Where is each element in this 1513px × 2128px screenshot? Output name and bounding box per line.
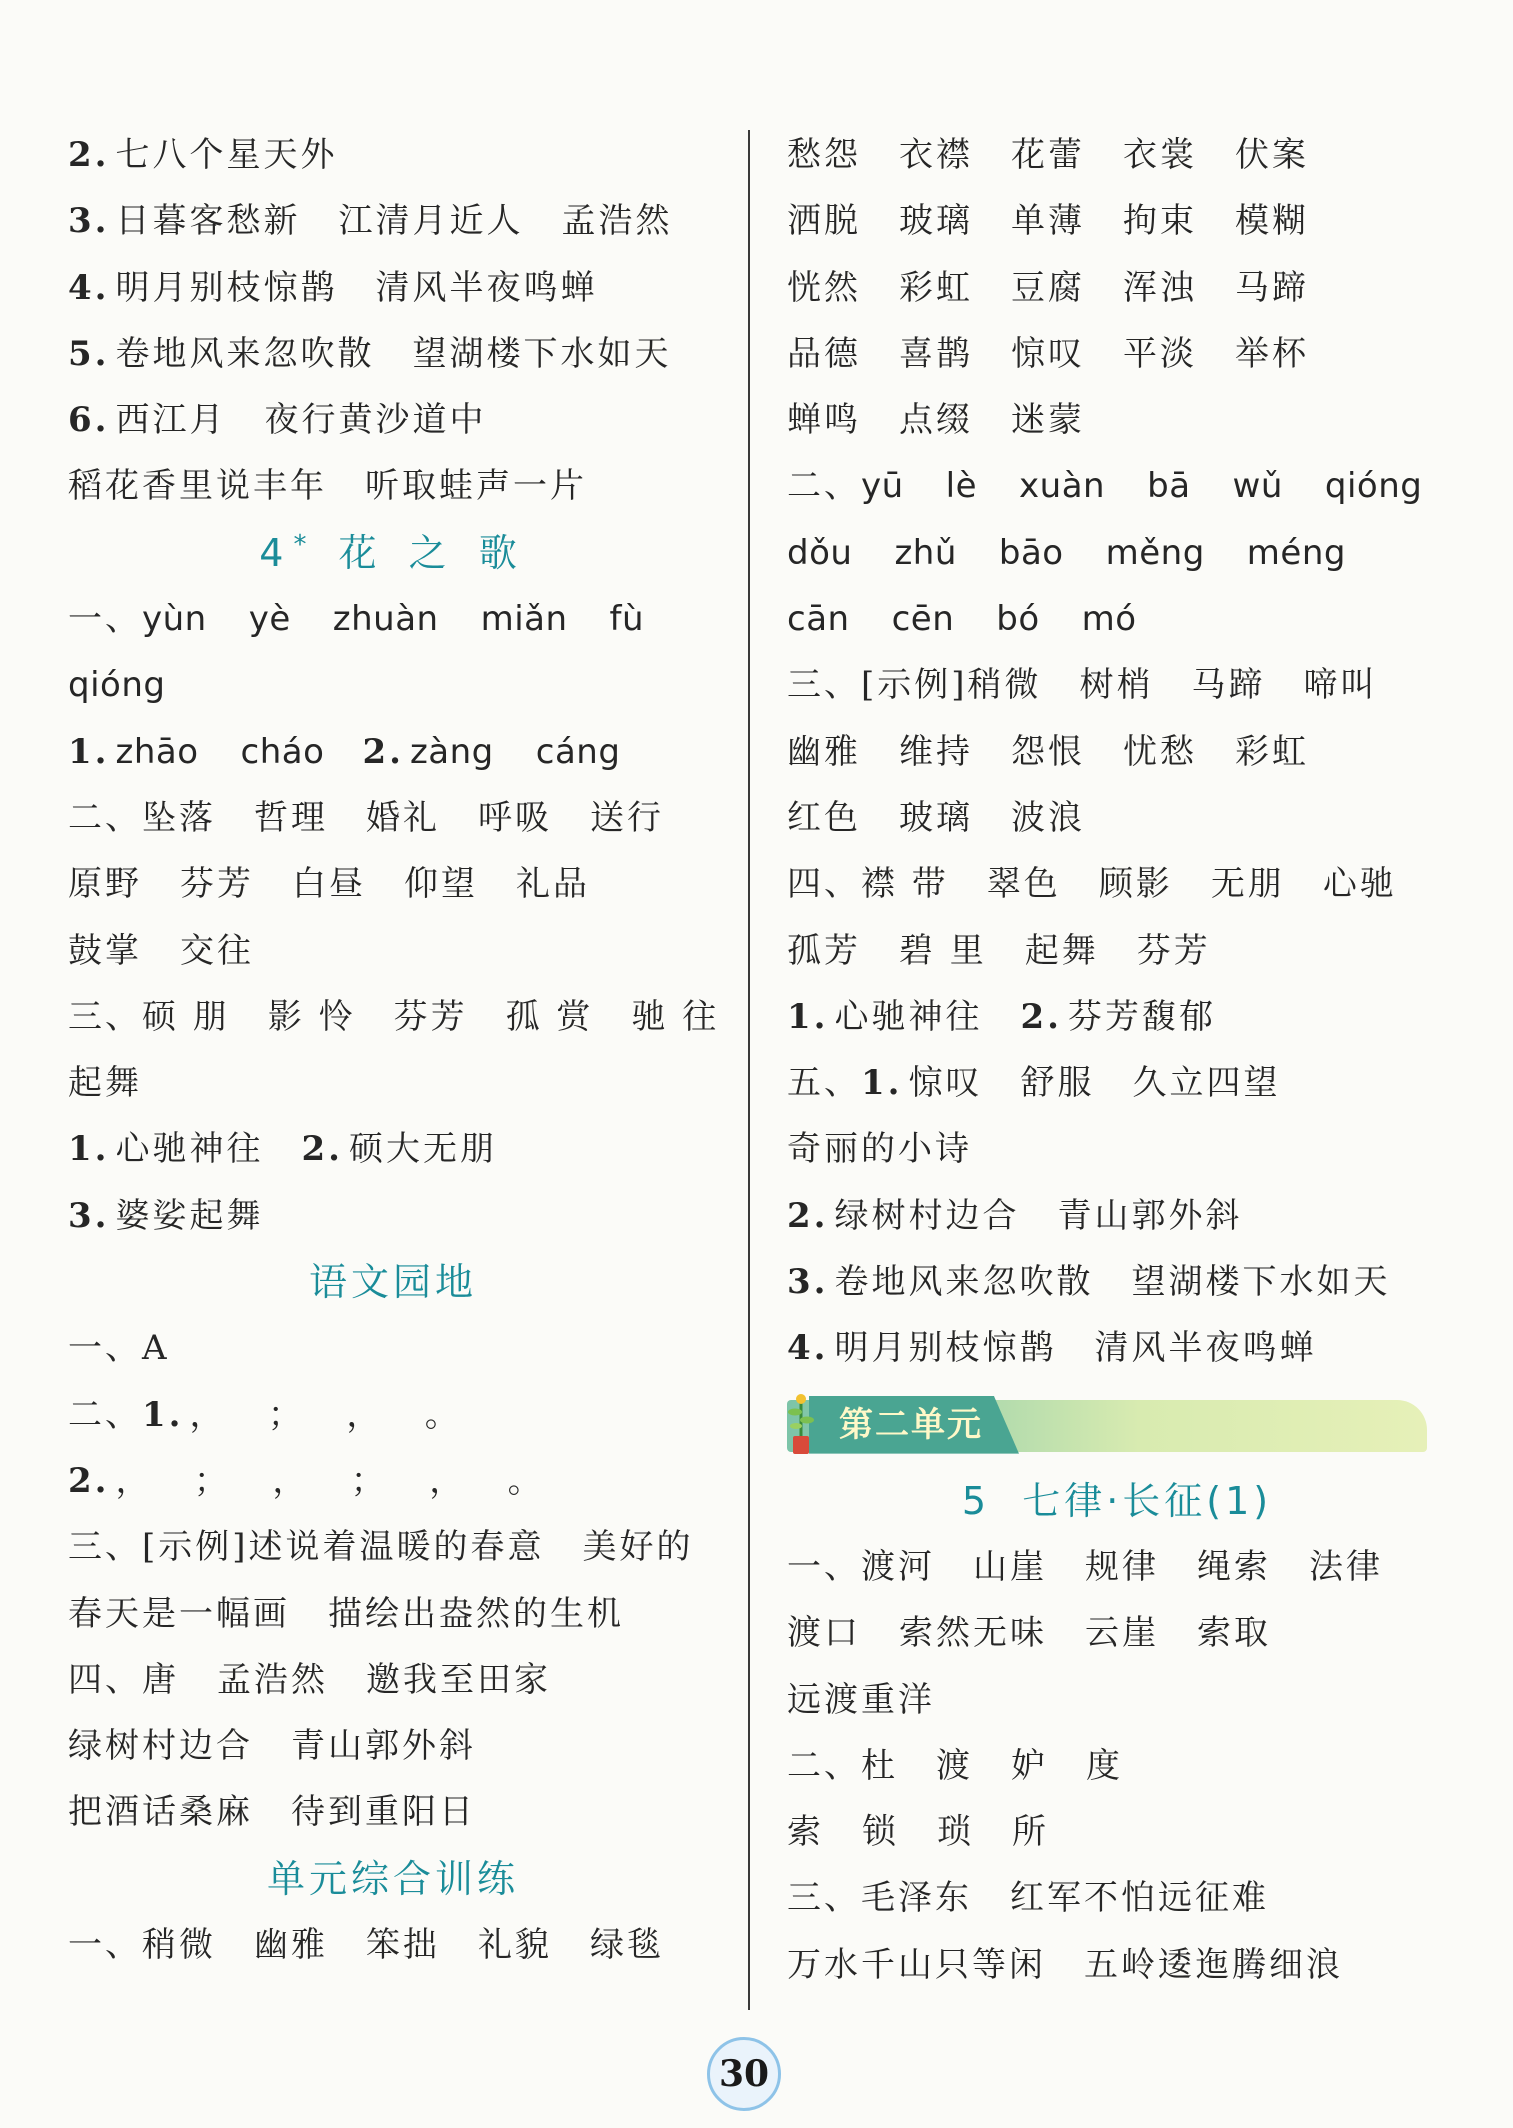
answer-line: 二、杜 渡 妒 度 [787, 1745, 1123, 1786]
pinyin-group: zàng cáng [409, 731, 621, 772]
column-divider [748, 130, 750, 2010]
answer-line: 索 锁 琐 所 [787, 1812, 1049, 1853]
answer-line: 一、yùn yè zhuàn miǎn fù [68, 599, 645, 640]
answer-line: 2. ， ； ， ； ， 。 [68, 1460, 545, 1501]
answer-line: 6. 西江月 夜行黄沙道中 [68, 400, 487, 441]
answer-line: 绿树村边合 青山郭外斜 [68, 1726, 476, 1767]
answer-line: 愁怨 衣襟 花蕾 衣裳 伏案 [787, 135, 1309, 175]
answer-line: 3. 婆娑起舞 [68, 1195, 264, 1236]
answer-line: 春天是一幅画 描绘出盎然的生机 [68, 1593, 624, 1634]
answer-line: 蝉鸣 点缀 迷蒙 [787, 400, 1085, 441]
page-number: 30 [707, 2037, 781, 2111]
answer-line: 四、唐 孟浩然 邀我至田家 [68, 1659, 551, 1700]
answer-line: 3. 日暮客愁新 江清月近人 孟浩然 [68, 201, 673, 242]
answer-line: 红色 玻璃 波浪 [787, 797, 1085, 838]
answer-line: 品德 喜鹊 惊叹 平淡 举杯 [787, 333, 1309, 374]
answer-line: 1. 心驰神往 2. 硕大无朋 [68, 1129, 497, 1170]
banner-title: 第二单元 [839, 1404, 983, 1445]
answer-line: 渡口 索然无味 云崖 索取 [787, 1613, 1271, 1654]
pinyin-group: yū lè xuàn bā wǔ qióng [861, 466, 1423, 507]
answer-line: cān cēn bó mó [787, 599, 1137, 640]
answer-line: 5. 卷地风来忽吹散 望湖楼下水如天 [68, 333, 672, 374]
answer-line: 二、yū lè xuàn bā wǔ qióng [787, 466, 1423, 507]
answer-line: 洒脱 玻璃 单薄 拘束 模糊 [787, 201, 1309, 242]
section-heading-long-march: 5 七律·长征(1) [961, 1478, 1273, 1523]
answer-line: 4. 明月别枝惊鹊 清风半夜鸣蝉 [68, 267, 598, 308]
left-column [68, 122, 718, 1978]
answer-line: 万水千山只等闲 五岭逶迤腾细浪 [787, 1944, 1343, 1985]
answer-line: 四、襟 带 翠色 顾影 无朋 心驰 [787, 864, 1397, 905]
answer-line: 三、[示例]述说着温暖的春意 美好的 [68, 1527, 694, 1568]
answer-line: 一、渡河 山崖 规律 绳索 法律 [787, 1546, 1383, 1587]
section-heading-chinese-garden: 语文园地 [308, 1260, 477, 1305]
plant-icon [787, 1390, 815, 1456]
answer-line: 三、硕 朋 影 怜 芬芳 孤 赏 驰 往 [68, 996, 720, 1037]
answer-line: 三、毛泽东 红军不怕远征难 [787, 1878, 1269, 1919]
pinyin-group: zhāo cháo [115, 731, 325, 772]
right-column [787, 122, 1447, 1998]
answer-line: 孤芳 碧 里 起舞 芬芳 [787, 930, 1211, 971]
answer-line: 3. 卷地风来忽吹散 望湖楼下水如天 [787, 1262, 1391, 1303]
answer-line: 1. 心驰神往 2. 芬芳馥郁 [787, 996, 1216, 1037]
answer-line: 1. zhāo cháo 2. zàng cáng [68, 731, 621, 772]
answer-line: 远渡重洋 [787, 1679, 935, 1720]
pinyin-group: yùn yè zhuàn miǎn fù [142, 599, 645, 640]
answer-line: 2. 绿树村边合 青山郭外斜 [787, 1195, 1243, 1236]
answer-line: qióng [68, 665, 166, 706]
answer-line: 2. 七八个星天外 [68, 135, 338, 175]
section-heading-unit-training: 单元综合训练 [266, 1856, 519, 1901]
section-heading-flower-song: 4* 花 之 歌 [259, 529, 527, 575]
answer-line: 把酒话桑麻 待到重阳日 [68, 1792, 476, 1833]
answer-line: dǒu zhǔ bāo měng méng [787, 532, 1346, 573]
answer-line: 恍然 彩虹 豆腐 浑浊 马蹄 [787, 267, 1309, 308]
answer-line: 幽雅 维持 怨恨 忧愁 彩虹 [787, 731, 1309, 772]
answer-line: 二、1. ， ； ， 。 [68, 1394, 462, 1435]
answer-line: 一、稍微 幽雅 笨拙 礼貌 绿毯 [68, 1925, 664, 1966]
answer-line: 4. 明月别枝惊鹊 清风半夜鸣蝉 [787, 1328, 1317, 1369]
answer-line: 鼓掌 交往 [68, 930, 254, 971]
answer-line: 一、A [68, 1328, 170, 1369]
answer-line: 奇丽的小诗 [787, 1129, 972, 1170]
answer-line: 五、1. 惊叹 舒服 久立四望 [787, 1063, 1281, 1104]
answer-line: 稻花香里说丰年 听取蛙声一片 [68, 466, 587, 507]
answer-line: 二、坠落 哲理 婚礼 呼吸 送行 [68, 797, 664, 838]
answer-line: 三、[示例]稍微 树梢 马蹄 啼叫 [787, 665, 1378, 706]
unit-banner [787, 1386, 1447, 1462]
answer-line: 起舞 [68, 1063, 142, 1104]
answer-line: 原野 芬芳 白昼 仰望 礼品 [68, 864, 590, 905]
